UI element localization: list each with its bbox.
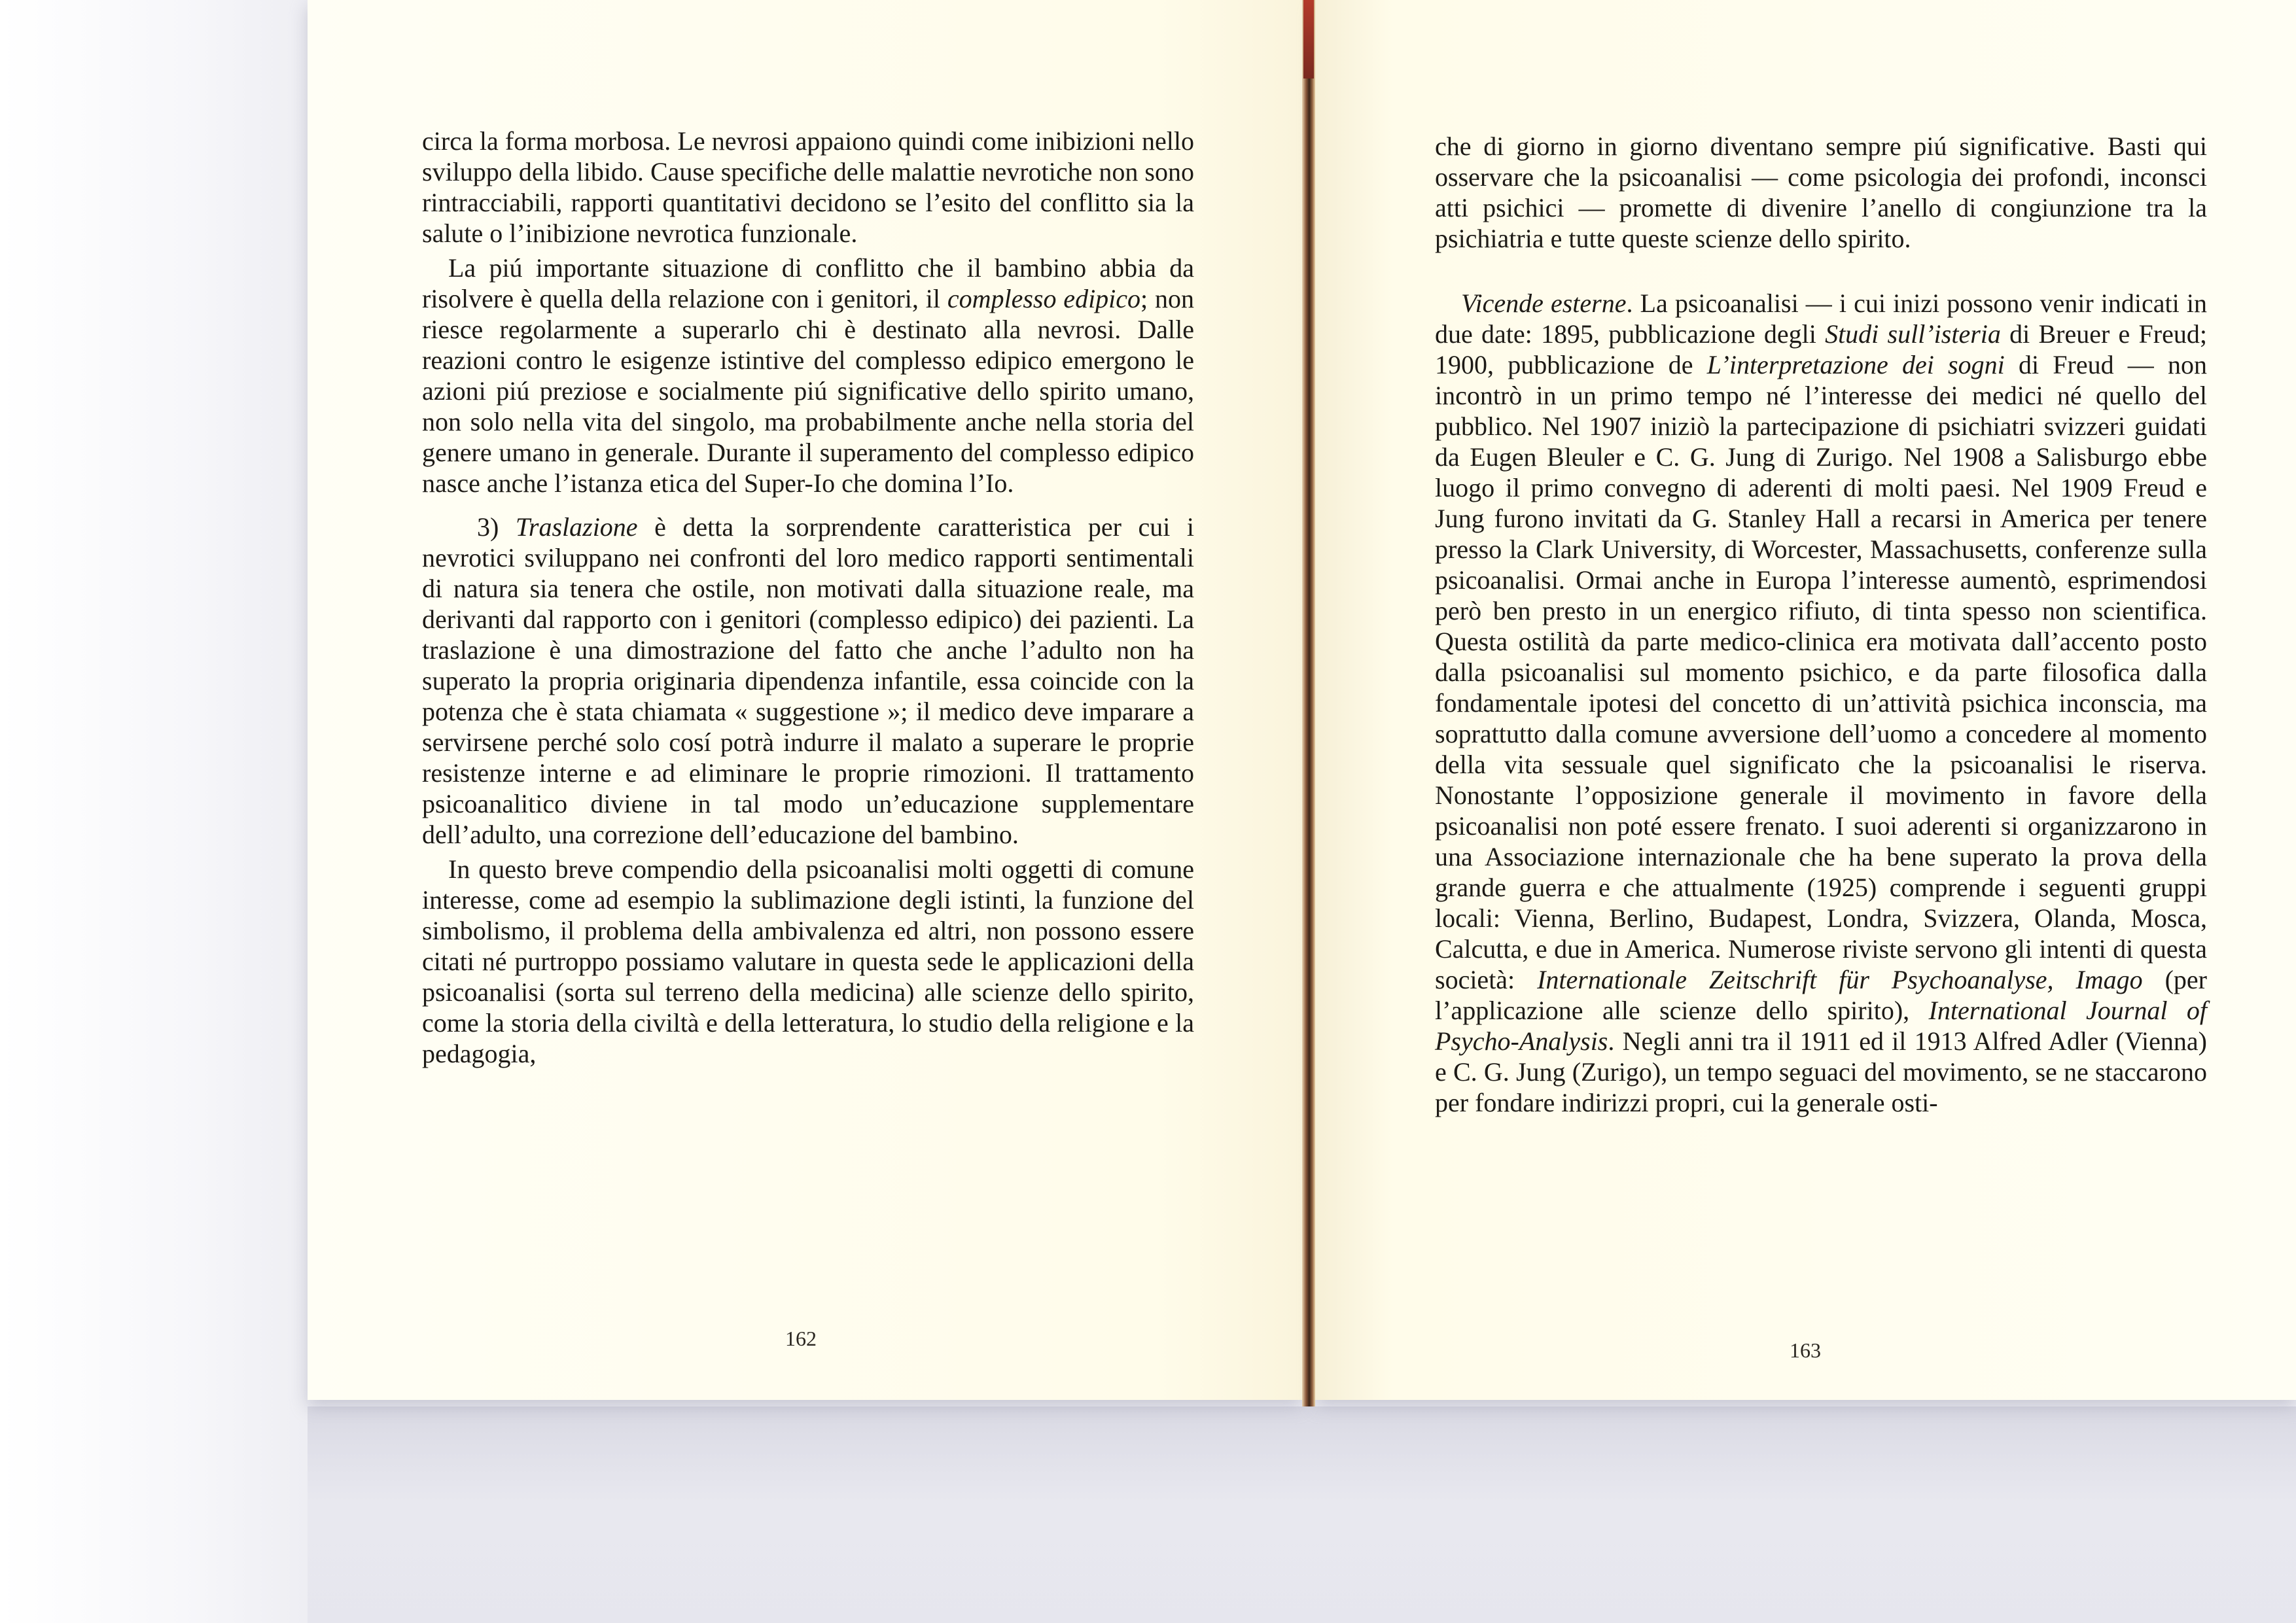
text-run: di Breuer e Freud; 1900, pubblicazione de xyxy=(1435,319,2207,379)
book-spine xyxy=(1302,0,1315,1406)
text-run: (per l’applicazione alle scienze dello spirito), xyxy=(1435,965,2207,1025)
scanner-background-left xyxy=(0,0,308,1623)
paragraph xyxy=(422,854,1194,1069)
right-page-text xyxy=(1435,131,2207,1118)
text-run: che di giorno in giorno diventano sempre piú significative. Basti qui osservare che la psicoanalisi — come psicologia dei profondi, inconsci atti psichici — promette di divenire l’anello di congiunzione tra la psichiatria e tutte queste scienze dello spirito. xyxy=(1435,131,2207,253)
italic-text: Internationale Zeitschrift für Psychoanalyse, Imago xyxy=(1537,965,2143,994)
book-spine-top xyxy=(1303,0,1314,79)
paragraph xyxy=(1435,131,2207,254)
paragraph xyxy=(422,253,1194,498)
paragraph xyxy=(1435,288,2207,1118)
page-number-right: 163 xyxy=(1790,1338,1821,1362)
left-page-text xyxy=(422,126,1194,1069)
italic-text: Vicende esterne xyxy=(1461,288,1627,318)
text-run: . La psicoanalisi — i cui inizi possono venir indicati in due date: 1895, pubblicazione degli xyxy=(1435,288,2207,349)
text-run: In questo breve compendio della psicoanalisi molti oggetti di comune interesse, come ad esempio la sublimazione degli istinti, la funzione del simbolismo, il problema della ambivalenza ed altri, non possono essere citati né purtroppo possiamo valutare in questa sede le applicazioni della psicoanalisi (sorta sul terreno della medicina) alle scienze dello spirito, come la storia della civiltà e della letteratura, lo studio della religione e la pedagogia, xyxy=(422,854,1194,1068)
paragraph xyxy=(422,126,1194,249)
text-run: La piú importante situazione di conflitto che il bambino abbia da risolvere è quella della relazione con i genitori, il xyxy=(422,253,1194,313)
italic-text: International Journal of Psycho-Analysis xyxy=(1435,996,2208,1056)
text-run: circa la forma morbosa. Le nevrosi appaiono quindi come inibizioni nello sviluppo della libido. Cause specifiche delle malattie nevrotiche non sono rintracciabili, rapporti quantitativi decidono se l’esito del conflitto sia la salute o l’inibizione nevrotica funzionale. xyxy=(422,126,1194,248)
text-run: 3) xyxy=(477,512,516,542)
italic-text: Traslazione xyxy=(515,512,638,542)
italic-text: L’interpretazione dei sogni xyxy=(1706,350,2005,379)
italic-text: complesso edipico xyxy=(947,284,1141,313)
page-number-left: 162 xyxy=(785,1327,817,1350)
italic-text: Studi sull’isteria xyxy=(1825,319,2001,349)
paragraph xyxy=(422,512,1194,850)
text-run: . Negli anni tra il 1911 ed il 1913 Alfred Adler (Vienna) e C. G. Jung (Zurigo), un tempo seguaci del movimento, se ne staccarono per fondare indirizzi propri, cui la generale osti- xyxy=(1435,1026,2207,1117)
text-run: ; non riesce regolarmente a superarlo chi è destinato alla nevrosi. Dalle reazioni contro le esigenze istintive del complesso edipico emergono le azioni piú preziose e socialmente piú significative dello spirito umano, non solo nella vita del singolo, ma probabilmente anche nella storia del genere umano in generale. Durante il superamento del complesso edipico nasce anche l’istanza etica del Super-Io che domina l’Io. xyxy=(422,284,1195,498)
scanner-shadow-bottom xyxy=(308,1406,2296,1623)
text-run: è detta la sorprendente caratteristica per cui i nevrotici sviluppano nei confronti del loro medico rapporti sentimentali di natura sia tenera che ostile, non motivati dalla situazione reale, ma derivanti dal rapporto con i genitori (complesso edipico) dei pazienti. La traslazione è una dimostrazione del fatto che anche l’adulto non ha superato la propria originaria dipendenza infantile, essa coincide con la potenza che è stata chiamata « suggestione »; il medico deve imparare a servirsene perché solo cosí potrà indurre il malato a superare le proprie resistenze interne e ad eliminare le proprie rimozioni. Il trattamento psicoanalitico diviene in tal modo un’educazione supplementare dell’adulto, una correzione dell’educazione del bambino. xyxy=(422,512,1194,849)
text-run: di Freud — non incontrò in un primo tempo né l’interesse dei medici né quello del pubblico. Nel 1907 iniziò la partecipazione di psichiatri svizzeri guidati da Eugen Bleuler e C. G. Jung di Zurigo. Nel 1908 a Salisburgo ebbe luogo il primo convegno di aderenti di molti paesi. Nel 1909 Freud e Jung furono invitati da G. Stanley Hall a recarsi in America per tenere presso la Clark University, di Worcester, Massachusetts, conferenze sulla psicoanalisi. Ormai anche in Europa l’interesse aumentò, esprimendosi però ben presto in un energico rifiuto, di tinta spesso non scientifica. Questa ostilità da parte medico-clinica era motivata dall’accento posto dalla psicoanalisi sul momento psichico, e da parte filosofica dalla fondamentale ipotesi del concetto di un’attività psichica inconscia, ma soprattutto dalla comune avversione dell’uomo a concedere al momento della vita sessuale quel significato che la psicoanalisi le riserva. Nonostante l’opposizione generale il movimento in favore della psicoanalisi non poté essere frenato. I suoi aderenti si organizzarono in una Associazione internazionale che ha bene superato la prova della grande guerra e che attualmente (1925) comprende i seguenti gruppi locali: Vienna, Berlino, Budapest, Londra, Svizzera, Olanda, Mosca, Calcutta, e due in America. Numerose riviste servono gli intenti di questa società: xyxy=(1435,350,2208,994)
